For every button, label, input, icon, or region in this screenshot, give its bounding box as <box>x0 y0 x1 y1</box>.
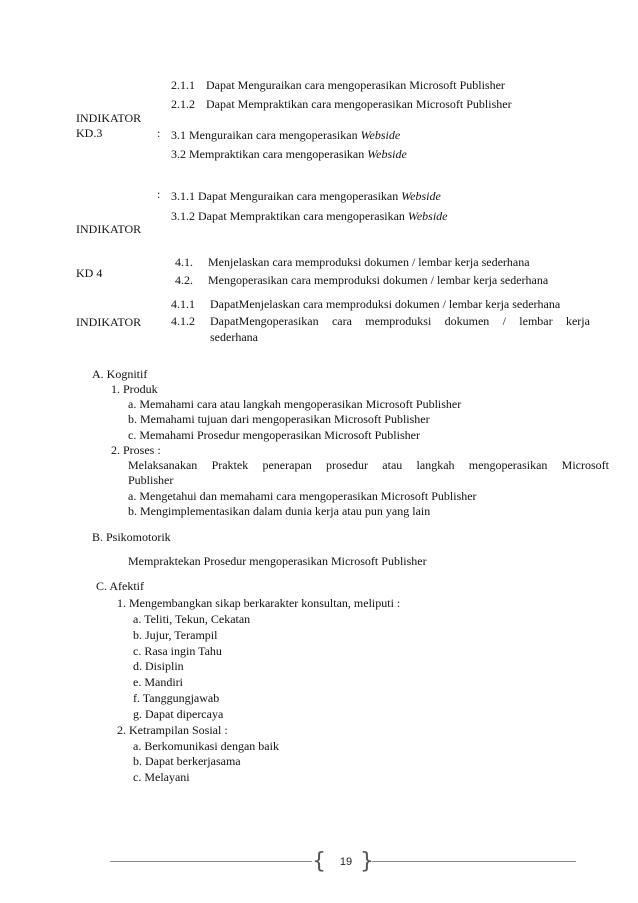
kd-4-2-number: 4.2. <box>175 273 193 287</box>
section-c1f: f. Tanggungjawab <box>133 691 220 705</box>
kd-3-1: 3.1 Menguraikan cara mengoperasikan Webside <box>171 128 401 142</box>
section-a2-line: Melaksanakan Praktek penerapan prosedur atau langkah mengoperasikan Microsoft <box>128 458 609 472</box>
indicator-311: 3.1.1 Dapat Menguraikan cara mengoperasikan Webside <box>171 189 441 203</box>
section-c1b: b. Jujur, Terampil <box>133 628 218 642</box>
section-c1e: e. Mandiri <box>133 675 183 689</box>
section-a2b: b. Mengimplementasikan dalam dunia kerja atau pun yang lain <box>128 504 431 518</box>
indicator-212-number: 2.1.2 <box>171 97 195 111</box>
footer-right-brace: } <box>360 849 374 874</box>
section-c2c: c. Melayani <box>133 770 190 784</box>
section-c1a: a. Teliti, Tekun, Cekatan <box>133 612 251 626</box>
section-a1a: a. Memahami cara atau langkah mengoperasikan Microsoft Publisher <box>128 397 462 411</box>
colon-ind3: : <box>157 187 161 201</box>
indicator-412-continuation: sederhana <box>210 330 258 344</box>
kd-4-2-text: Mengoperasikan cara memproduksi dokumen / lembar kerja sederhana <box>208 273 549 287</box>
indicator-312: 3.1.2 Dapat Mempraktikan cara mengoperasikan Webside <box>171 209 448 223</box>
page-number: 19 <box>339 856 353 868</box>
section-a2-continuation: Publisher <box>128 473 174 487</box>
colon-kd3: : <box>157 126 161 140</box>
footer-rule-left <box>110 861 312 862</box>
kd-4-1-text: Menjelaskan cara memproduksi dokumen / lembar kerja sederhana <box>208 255 530 269</box>
section-c2a: a. Berkomunikasi dengan baik <box>133 739 279 753</box>
indicator-411-number: 4.1.1 <box>171 297 195 311</box>
section-c1c: c. Rasa ingin Tahu <box>133 644 222 658</box>
section-a1c: c. Memahami Prosedur mengoperasikan Microsoft Publisher <box>128 428 420 442</box>
kd-4-1-number: 4.1. <box>175 255 193 269</box>
indicator-211-text: Dapat Menguraikan cara mengoperasikan Microsoft Publisher <box>206 78 505 92</box>
section-c1g: g. Dapat dipercaya <box>133 707 224 721</box>
indicator-211-number: 2.1.1 <box>171 78 195 92</box>
section-c2: 2. Ketrampilan Sosial : <box>117 723 228 737</box>
label-indikator-3: INDIKATOR <box>76 315 142 329</box>
section-c2b: b. Dapat berkerjasama <box>133 754 241 768</box>
section-c1: 1. Mengembangkan sikap berkarakter konsultan, meliputi : <box>117 596 401 610</box>
section-b-title: B. Psikomotorik <box>92 530 171 544</box>
indicator-411-text: DapatMenjelaskan cara memproduksi dokumen / lembar kerja sederhana <box>210 297 561 311</box>
label-indikator-2: INDIKATOR <box>76 222 142 236</box>
label-kd3: KD.3 <box>76 126 103 140</box>
indicator-412-line: DapatMengoperasikan cara memproduksi dokumen / lembar kerja <box>210 314 590 328</box>
section-a1: 1. Produk <box>111 382 158 396</box>
indicator-412-number: 4.1.2 <box>171 314 195 328</box>
section-a2a: a. Mengetahui dan memahami cara mengoperasikan Microsoft Publisher <box>128 489 477 503</box>
section-a2: 2. Proses : <box>111 443 161 457</box>
label-indikator-1: INDIKATOR <box>76 111 142 125</box>
section-b-text: Mempraktekan Prosedur mengoperasikan Microsoft Publisher <box>128 554 427 568</box>
kd-3-2: 3.2 Mempraktikan cara mengoperasikan Webside <box>171 147 407 161</box>
label-kd4: KD 4 <box>76 266 103 280</box>
footer-left-brace: { <box>312 849 326 874</box>
footer-rule-right <box>372 861 576 862</box>
section-c1d: d. Disiplin <box>133 659 184 673</box>
section-c-title: C. Afektif <box>96 579 144 593</box>
section-a-title: A. Kognitif <box>92 367 148 381</box>
section-a1b: b. Memahami tujuan dari mengoperasikan Microsoft Publisher <box>128 412 430 426</box>
indicator-212-text: Dapat Mempraktikan cara mengoperasikan Microsoft Publisher <box>206 97 512 111</box>
